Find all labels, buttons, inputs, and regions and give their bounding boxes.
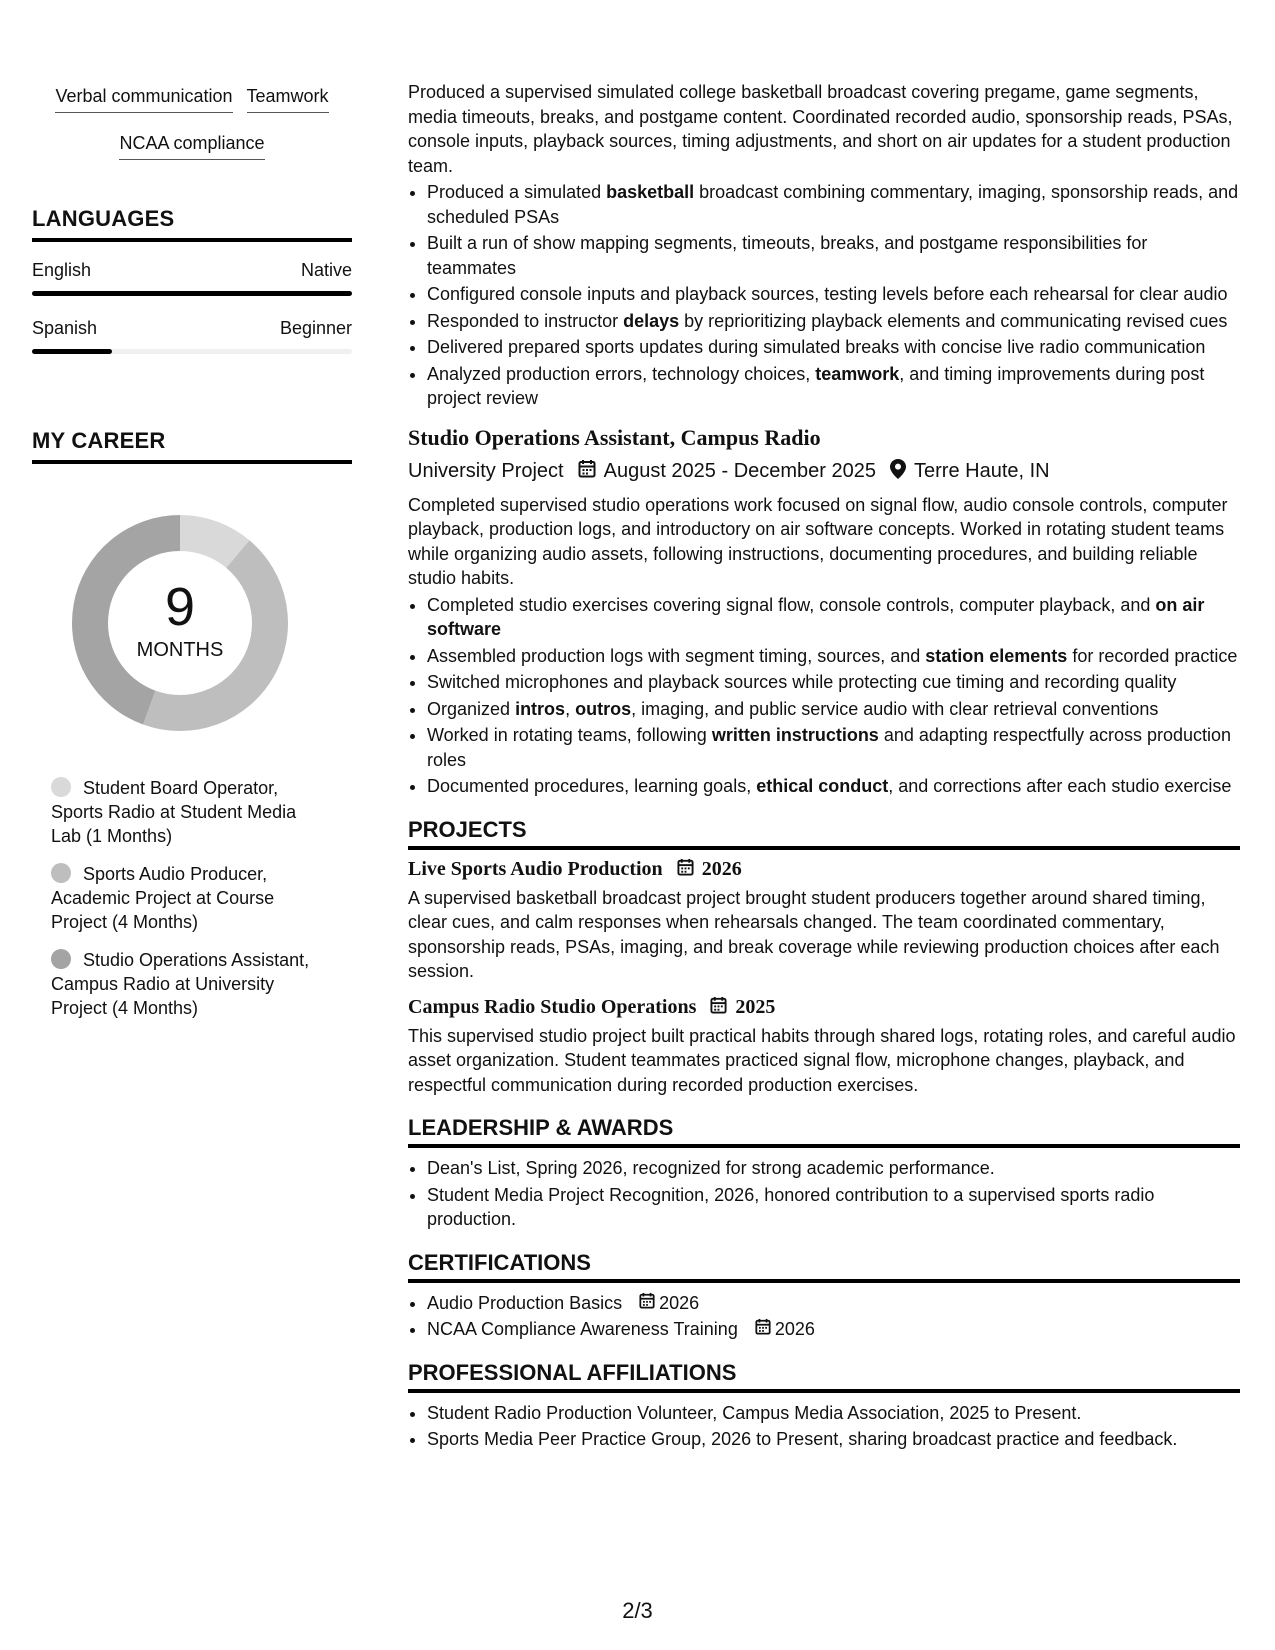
language-item <box>32 318 352 354</box>
bullet-item: • Responded to instructor delays by reprioritizing playback elements and communicating revised cues <box>427 309 1240 334</box>
career-donut-chart <box>65 508 295 738</box>
career-legend-item <box>51 948 331 1020</box>
bullet-item: • Analyzed production errors, technology choices, teamwork, and timing improvements during post project review <box>427 362 1240 411</box>
language-name: Spanish <box>32 318 98 338</box>
career-total-unit: MONTHS <box>136 638 224 661</box>
project-year: 2025 <box>735 996 776 1018</box>
language-bar <box>32 349 352 354</box>
bullet-item: • Switched microphones and playback sources while protecting cue timing and recording quality <box>427 670 1240 695</box>
bullet-item: • Assembled production logs with segment timing, sources, and station elements for recorded practice <box>427 644 1240 669</box>
career-legend-item <box>51 862 331 934</box>
career-legend <box>51 776 352 1020</box>
leadership-item: • Student Media Project Recognition, 2026, honored contribution to a supervised sports radio production. <box>427 1183 1240 1232</box>
certification-name: NCAA Compliance Awareness Training <box>427 1319 738 1339</box>
leadership-heading: LEADERSHIP & AWARDS <box>408 1115 1240 1148</box>
certification-year: 2026 <box>774 1319 815 1339</box>
project-title: Live Sports Audio Production <box>408 858 663 880</box>
page-number: 2/3 <box>622 1598 653 1623</box>
leadership-list <box>408 1156 1240 1232</box>
bullet-item: • Delivered prepared sports updates during simulated breaks with concise live radio communication <box>427 335 1240 360</box>
language-bar-fill <box>32 291 352 296</box>
certifications-list <box>408 1291 1240 1342</box>
certification-year: 2026 <box>659 1292 700 1313</box>
job-bullets <box>408 593 1240 799</box>
career-legend-text: Studio Operations Assistant, Campus Radio at University Project (4 Months) <box>51 950 310 1018</box>
project-description: A supervised basketball broadcast project brought student producers together around shared timing, clear cues, and calm responses when rehearsals changed. The team coordinated commentary, sponsorship reads, PSAs, imaging, and break coverage while reviewing production choices after each session. <box>408 887 1220 981</box>
language-item <box>32 260 352 296</box>
project-item <box>408 858 1240 984</box>
project-description: This supervised studio project built practical habits through shared logs, rotating roles, and careful audio asset organization. Student teammates practiced signal flow, microphone changes, playback, and respectful communication during recorded production exercises. <box>408 1025 1236 1095</box>
language-bar-fill <box>32 349 112 354</box>
skills-list <box>32 82 352 176</box>
legend-dot <box>51 777 71 797</box>
legend-dot <box>51 949 71 969</box>
certification-item <box>427 1291 1240 1316</box>
bullet-item: • Built a run of show mapping segments, timeouts, breaks, and postgame responsibilities for teammates <box>427 231 1240 280</box>
experience-summary: Produced a supervised simulated college basketball broadcast covering pregame, game segments, media timeouts, breaks, and postgame content. Coordinated recorded audio, sponsorship reads, PSAs, console inputs, playback sources, timing adjustments, and short on air updates for a student production team. <box>408 82 1233 176</box>
job-location: Terre Haute, IN <box>914 460 1050 482</box>
language-bar <box>32 291 352 296</box>
language-name: English <box>32 260 92 280</box>
skill-tag: NCAA compliance <box>119 129 264 160</box>
leadership-item: • Dean's List, Spring 2026, recognized for strong academic performance. <box>427 1156 1240 1181</box>
bullet-item: • Organized intros, outros, imaging, and public service audio with clear retrieval conventions <box>427 697 1240 722</box>
languages-heading: LANGUAGES <box>32 206 352 242</box>
project-year: 2026 <box>701 858 742 880</box>
job-company: University Project <box>408 460 564 482</box>
language-level: Native <box>300 260 352 280</box>
career-legend-text: Student Board Operator, Sports Radio at Student Media Lab (1 Months) <box>51 778 297 846</box>
certification-name: Audio Production Basics <box>427 1292 623 1313</box>
project-title: Campus Radio Studio Operations <box>408 996 697 1018</box>
job-summary: Completed supervised studio operations work focused on signal flow, audio console controls, computer playback, production logs, and introductory on air software concepts. Worked in rotating student teams while organizing audio assets, following instructions, documenting procedures, and building reliable studio habits. <box>408 494 1228 588</box>
certifications-heading: CERTIFICATIONS <box>408 1250 1240 1283</box>
skill-tag: Verbal communication <box>55 82 232 113</box>
sidebar <box>32 82 352 1034</box>
certification-item <box>427 1317 1240 1342</box>
calendar-icon <box>755 1317 771 1342</box>
projects-heading: PROJECTS <box>408 817 1240 850</box>
calendar-icon <box>578 459 596 484</box>
career-total-value: 9 <box>164 576 196 637</box>
map-pin-icon <box>890 459 906 485</box>
job-dates: August 2025 - December 2025 <box>603 460 877 482</box>
affiliation-item: • Student Radio Production Volunteer, Campus Media Association, 2025 to Present. <box>427 1401 1240 1426</box>
affiliations-heading: PROFESSIONAL AFFILIATIONS <box>408 1360 1240 1393</box>
legend-dot <box>51 863 71 883</box>
career-total <box>65 508 295 738</box>
experience-bullets <box>408 180 1240 411</box>
bullet-item: • Completed studio exercises covering signal flow, console controls, computer playback, and on air software <box>427 593 1240 642</box>
affiliation-item: • Sports Media Peer Practice Group, 2026 to Present, sharing broadcast practice and feedback. <box>427 1427 1240 1452</box>
project-item <box>408 996 1240 1098</box>
career-heading: MY CAREER <box>32 428 352 464</box>
calendar-icon <box>639 1291 655 1316</box>
calendar-icon <box>710 996 727 1020</box>
main-content <box>408 80 1240 1454</box>
bullet-item: • Documented procedures, learning goals, ethical conduct, and corrections after each studio exercise <box>427 774 1240 799</box>
job-meta <box>408 459 1240 485</box>
bullet-item: • Worked in rotating teams, following written instructions and adapting respectfully across production roles <box>427 723 1240 772</box>
language-level: Beginner <box>279 318 352 338</box>
career-legend-text: Sports Audio Producer, Academic Project at Course Project (4 Months) <box>51 864 275 932</box>
affiliations-list <box>408 1401 1240 1452</box>
bullet-item: • Produced a simulated basketball broadcast combining commentary, imaging, sponsorship reads, and scheduled PSAs <box>427 180 1240 229</box>
bullet-item: • Configured console inputs and playback sources, testing levels before each rehearsal for clear audio <box>427 282 1240 307</box>
skill-tag: Teamwork <box>247 82 329 113</box>
job-title: Studio Operations Assistant, Campus Radio <box>408 424 821 450</box>
calendar-icon <box>677 858 694 882</box>
career-legend-item <box>51 776 331 848</box>
